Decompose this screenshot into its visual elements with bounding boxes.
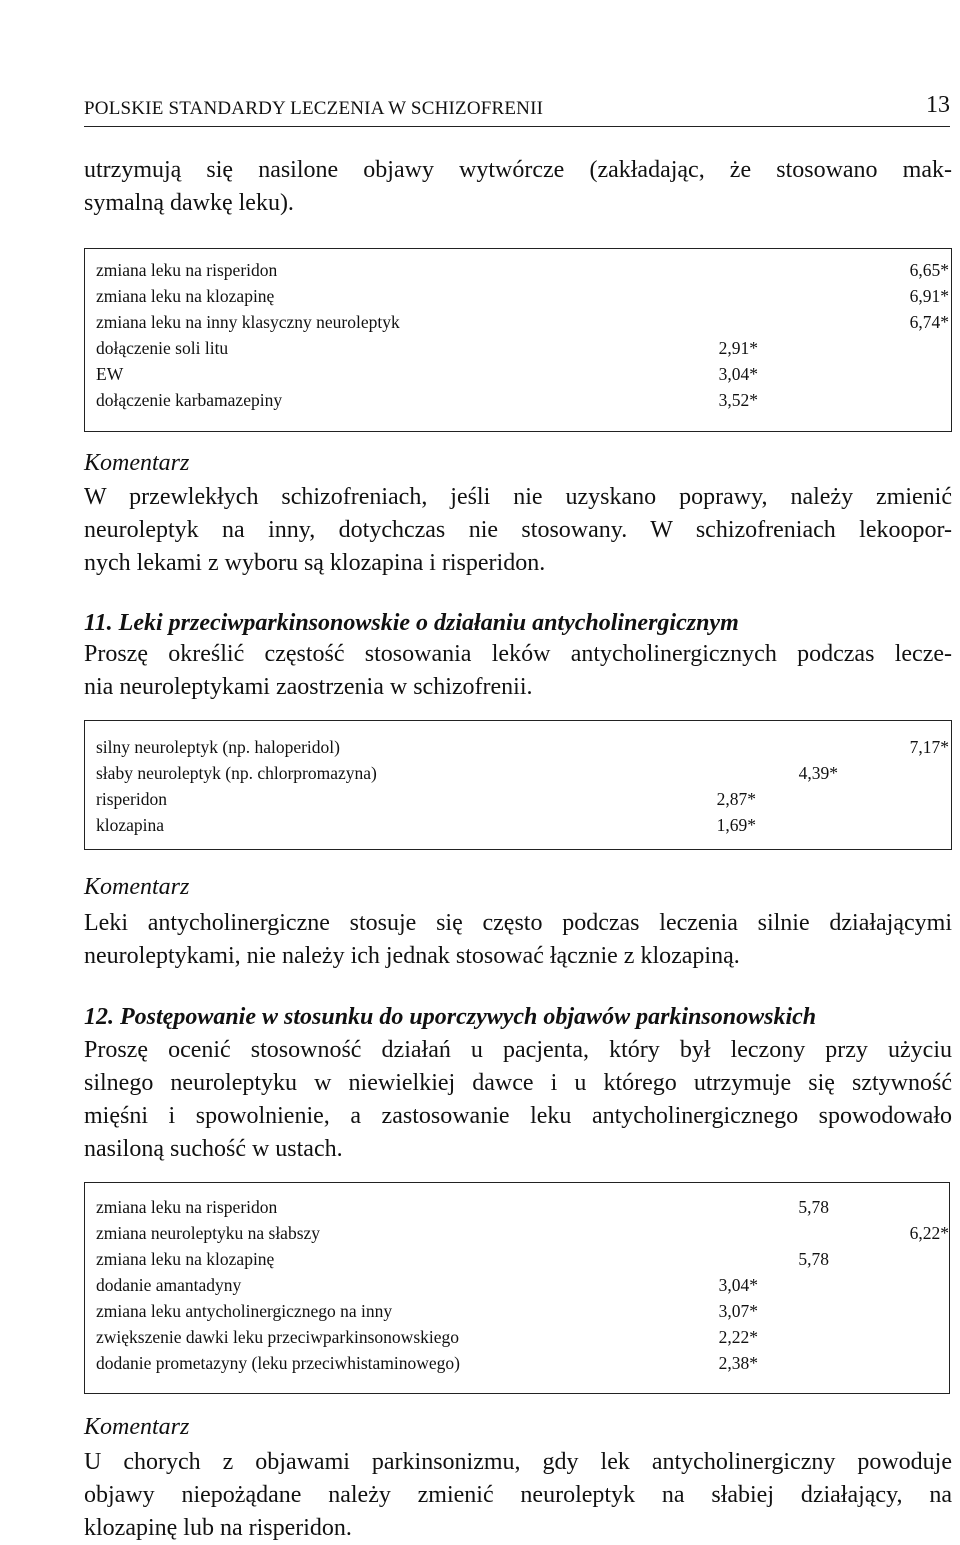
table-row — [85, 789, 951, 815]
text-line: Proszę ocenić stosowność działań u pacjenta, który był leczony przy użyciu — [84, 1037, 952, 1063]
section-heading: 12. Postępowanie w stosunku do uporczywych objawów parkinsonowskich — [84, 1004, 817, 1030]
row-value: 6,22* — [909, 1223, 949, 1243]
text-line: silnego neuroleptyku w niewielkiej dawce i u którego utrzymuje się sztywność — [84, 1070, 952, 1096]
text-line: utrzymują się nasilone objawy wytwórcze (zakładając, że stosowano mak- — [84, 157, 952, 183]
table-row — [85, 260, 951, 286]
section-question — [84, 638, 952, 704]
table-row — [85, 1301, 949, 1327]
row-label: dołączenie karbamazepiny — [96, 390, 283, 410]
page-number: 13 — [926, 92, 950, 118]
row-value: 6,65* — [909, 260, 949, 280]
row-label: słaby neuroleptyk (np. chlorpromazyna) — [96, 763, 377, 783]
row-value: 6,91* — [909, 286, 949, 306]
row-label: zmiana leku na risperidon — [96, 260, 278, 280]
table-row — [85, 364, 951, 390]
row-value: 3,04* — [718, 1275, 758, 1295]
row-value: 1,69* — [716, 815, 756, 835]
table-row — [85, 1327, 949, 1353]
comment-paragraph — [84, 1446, 952, 1545]
section-heading: 11. Leki przeciwparkinsonowskie o działaniu antycholinergicznym — [84, 610, 739, 636]
row-label: risperidon — [96, 789, 167, 809]
text-line: Proszę określić częstość stosowania leków antycholinergicznych podczas lecze- — [84, 641, 952, 667]
text-line: nia neuroleptykami zaostrzenia w schizofrenii. — [84, 674, 533, 700]
text-line: symalną dawkę leku). — [84, 190, 294, 216]
table-row — [85, 390, 951, 416]
text-line: nych lekami z wyboru są klozapina i risperidon. — [84, 550, 546, 576]
running-title: POLSKIE STANDARDY LECZENIA W SCHIZOFRENII — [84, 98, 544, 119]
row-label: klozapina — [96, 815, 165, 835]
text-line: mięśni i spowolnienie, a zastosowanie leku antycholinergicznego spowodowało — [84, 1103, 952, 1129]
row-label: silny neuroleptyk (np. haloperidol) — [96, 737, 340, 757]
row-value: 4,39* — [798, 763, 838, 783]
row-value: 3,04* — [718, 364, 758, 384]
row-label: zmiana leku na klozapinę — [96, 286, 275, 306]
rating-table-2 — [84, 720, 952, 850]
comment-label: Komentarz — [84, 874, 190, 900]
row-label: zmiana leku na risperidon — [96, 1197, 278, 1217]
comment-label: Komentarz — [84, 1414, 190, 1440]
row-label: dołączenie soli litu — [96, 338, 229, 358]
row-label: zmiana leku na inny klasyczny neuroleptyk — [96, 312, 400, 332]
rating-table-1 — [84, 248, 952, 432]
row-label: zmiana leku na klozapinę — [96, 1249, 275, 1269]
row-value: 5,78 — [798, 1249, 829, 1269]
table-row — [85, 338, 951, 364]
table-row — [85, 815, 951, 841]
text-line: neuroleptykami, nie należy ich jednak stosować łącznie z klozapiną. — [84, 943, 740, 969]
comment-paragraph — [84, 481, 952, 580]
table-row — [85, 763, 951, 789]
section-question — [84, 1034, 952, 1166]
comment-label: Komentarz — [84, 450, 190, 476]
row-value: 2,38* — [718, 1353, 758, 1373]
text-line: neuroleptyk na inny, dotychczas nie stosowany. W schizofreniach lekoopor- — [84, 517, 952, 543]
text-line: nasiloną suchość w ustach. — [84, 1136, 343, 1162]
row-value: 2,22* — [718, 1327, 758, 1347]
page-header — [84, 92, 950, 127]
table-row — [85, 1275, 949, 1301]
row-label: dodanie prometazyny (leku przeciwhistaminowego) — [96, 1353, 460, 1373]
row-label: zmiana neuroleptyku na słabszy — [96, 1223, 321, 1243]
table-row — [85, 286, 951, 312]
table-row — [85, 1249, 949, 1275]
table-row — [85, 312, 951, 338]
row-value: 2,87* — [716, 789, 756, 809]
intro-paragraph — [84, 154, 952, 220]
text-line: klozapinę lub na risperidon. — [84, 1515, 352, 1541]
table-row — [85, 1353, 949, 1379]
text-line: objawy niepożądane należy zmienić neuroleptyk na słabiej działający, na — [84, 1482, 952, 1508]
row-value: 6,74* — [909, 312, 949, 332]
row-value: 2,91* — [718, 338, 758, 358]
row-value: 3,52* — [718, 390, 758, 410]
row-label: EW — [96, 364, 124, 384]
row-label: zmiana leku antycholinergicznego na inny — [96, 1301, 393, 1321]
row-value: 7,17* — [909, 737, 949, 757]
table-row — [85, 737, 951, 763]
row-label: zwiększenie dawki leku przeciwparkinsonowskiego — [96, 1327, 460, 1347]
table-row — [85, 1197, 949, 1223]
table-row — [85, 1223, 949, 1249]
rating-table-3 — [84, 1182, 950, 1394]
text-line: U chorych z objawami parkinsonizmu, gdy lek antycholinergiczny powoduje — [84, 1449, 952, 1475]
row-value: 3,07* — [718, 1301, 758, 1321]
text-line: W przewlekłych schizofreniach, jeśli nie uzyskano poprawy, należy zmienić — [84, 484, 952, 510]
comment-paragraph — [84, 907, 952, 973]
row-label: dodanie amantadyny — [96, 1275, 242, 1295]
row-value: 5,78 — [798, 1197, 829, 1217]
text-line: Leki antycholinergiczne stosuje się często podczas leczenia silnie działającymi — [84, 910, 952, 936]
